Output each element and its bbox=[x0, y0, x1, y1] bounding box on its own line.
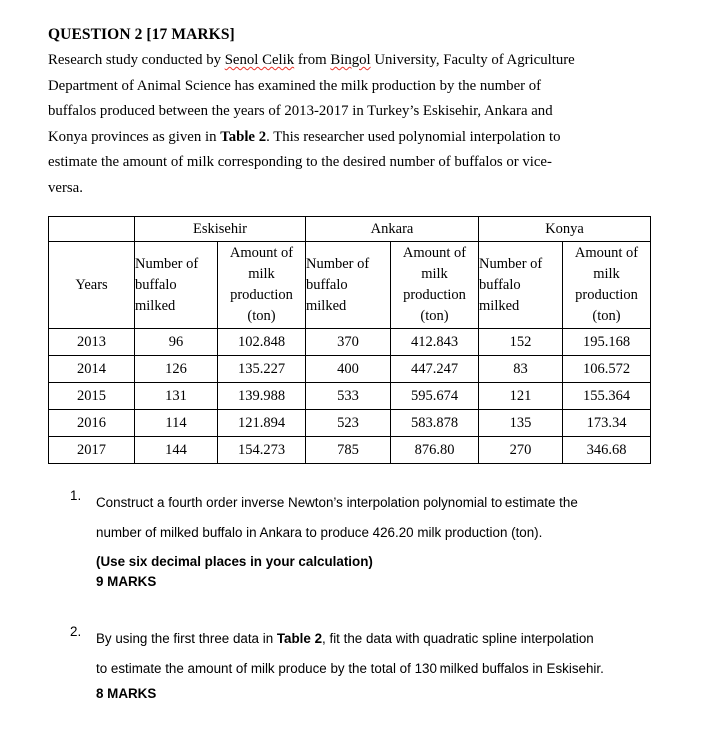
question-1-line-1: Construct a fourth order inverse Newton’s interpolation polynomial to estimate the bbox=[96, 495, 578, 510]
subheader-line: milk bbox=[248, 266, 275, 282]
question-1-marks: 9 MARKS bbox=[96, 574, 157, 589]
cell-ankara-count: 400 bbox=[306, 356, 391, 383]
table-row bbox=[49, 410, 651, 437]
intro-line-1-part-b: from bbox=[294, 52, 331, 68]
intro-line-3: buffalos produced between the years of 2013-2017 in Turkey’s Eskisehir, Ankara and bbox=[48, 103, 553, 119]
cell-konya-amount: 195.168 bbox=[563, 329, 651, 356]
cell-year: 2016 bbox=[49, 410, 135, 437]
question-2-marks: 8 MARKS bbox=[96, 686, 157, 701]
cell-eskisehir-count: 114 bbox=[135, 410, 218, 437]
intro-line-1-part-a: Research study conducted by bbox=[48, 52, 225, 68]
question-number-2: 2. bbox=[70, 624, 82, 639]
question-2-line-2: to estimate the amount of milk produce by the total of 130 milked buffalos in Eskisehir. bbox=[96, 661, 604, 676]
question-list bbox=[48, 488, 673, 704]
table-header-konya-amount bbox=[563, 242, 651, 329]
table-header-eskisehir: Eskisehir bbox=[135, 217, 306, 242]
cell-eskisehir-count: 96 bbox=[135, 329, 218, 356]
intro-line-5: estimate the amount of milk corresponding to the desired number of buffalos or vice- bbox=[48, 154, 552, 170]
cell-eskisehir-amount: 139.988 bbox=[218, 383, 306, 410]
subheader-line: production bbox=[403, 287, 466, 303]
cell-konya-count: 135 bbox=[479, 410, 563, 437]
question-2-line-1-part-c: , fit the data with quadratic spline interpolation bbox=[322, 631, 594, 646]
table-header-eskisehir-amount bbox=[218, 242, 306, 329]
table-header-konya-count bbox=[479, 242, 563, 329]
question-2-line-1-part-a: By using the first three data in bbox=[96, 631, 277, 646]
table-body bbox=[49, 329, 651, 464]
question-item-2 bbox=[48, 624, 673, 704]
cell-konya-amount: 155.364 bbox=[563, 383, 651, 410]
cell-ankara-amount: 876.80 bbox=[391, 437, 479, 464]
subheader-line: (ton) bbox=[592, 308, 621, 324]
cell-konya-amount: 173.34 bbox=[563, 410, 651, 437]
cell-konya-amount: 106.572 bbox=[563, 356, 651, 383]
subheader-line: buffalo bbox=[306, 276, 348, 293]
cell-ankara-amount: 595.674 bbox=[391, 383, 479, 410]
intro-line-1 bbox=[48, 48, 650, 74]
cell-eskisehir-amount: 154.273 bbox=[218, 437, 306, 464]
subheader-line: Amount of bbox=[229, 245, 294, 261]
table-header-konya: Konya bbox=[479, 217, 651, 242]
cell-year: 2015 bbox=[49, 383, 135, 410]
cell-year: 2017 bbox=[49, 437, 135, 464]
spellcheck-bingol: Bingol bbox=[330, 52, 371, 68]
question-1-note: (Use six decimal places in your calculation) bbox=[96, 554, 373, 569]
table-corner-blank bbox=[49, 217, 135, 242]
question-item-1 bbox=[48, 488, 673, 592]
table-row bbox=[49, 356, 651, 383]
cell-konya-count: 152 bbox=[479, 329, 563, 356]
spellcheck-senol-celik: Senol Celik bbox=[224, 52, 295, 68]
subheader-line: Amount of bbox=[402, 245, 467, 261]
cell-konya-count: 270 bbox=[479, 437, 563, 464]
subheader-line: buffalo bbox=[135, 276, 177, 293]
intro-line-1-part-c: University, Faculty of Agriculture bbox=[370, 52, 575, 68]
question-number-1: 1. bbox=[70, 488, 82, 503]
subheader-line: Amount of bbox=[574, 245, 639, 261]
subheader-line: (ton) bbox=[420, 308, 449, 324]
subheader-line: milked bbox=[306, 297, 347, 314]
subheader-line: milk bbox=[421, 266, 448, 282]
cell-eskisehir-amount: 135.227 bbox=[218, 356, 306, 383]
table-header-ankara-count bbox=[306, 242, 391, 329]
subheader-line: milked bbox=[479, 297, 520, 314]
table-header-ankara: Ankara bbox=[306, 217, 479, 242]
table-reference-2: Table 2 bbox=[276, 631, 323, 646]
subheader-line: milk bbox=[593, 266, 620, 282]
question-2-body bbox=[96, 624, 673, 684]
intro-line-4-part-c: . This researcher used polynomial interpolation to bbox=[266, 128, 561, 145]
subheader-line: Number of bbox=[135, 255, 199, 272]
subheader-line: Number of bbox=[306, 255, 370, 272]
cell-konya-amount: 346.68 bbox=[563, 437, 651, 464]
table-row bbox=[49, 437, 651, 464]
cell-ankara-amount: 412.843 bbox=[391, 329, 479, 356]
question-1-line-2: number of milked buffalo in Ankara to produce 426.20 milk production (ton). bbox=[96, 525, 543, 540]
cell-eskisehir-amount: 102.848 bbox=[218, 329, 306, 356]
subheader-line: (ton) bbox=[247, 308, 276, 324]
cell-ankara-count: 785 bbox=[306, 437, 391, 464]
table-row bbox=[49, 329, 651, 356]
table-header-provinces bbox=[49, 217, 651, 242]
cell-ankara-count: 370 bbox=[306, 329, 391, 356]
page-title: QUESTION 2 [17 MARKS] bbox=[48, 26, 235, 43]
table-row bbox=[49, 383, 651, 410]
cell-konya-count: 83 bbox=[479, 356, 563, 383]
cell-year: 2013 bbox=[49, 329, 135, 356]
cell-eskisehir-count: 144 bbox=[135, 437, 218, 464]
table-header-eskisehir-count bbox=[135, 242, 218, 329]
cell-ankara-count: 523 bbox=[306, 410, 391, 437]
cell-eskisehir-amount: 121.894 bbox=[218, 410, 306, 437]
cell-eskisehir-count: 126 bbox=[135, 356, 218, 383]
subheader-line: Number of bbox=[479, 255, 543, 272]
subheader-line: buffalo bbox=[479, 276, 521, 293]
intro-paragraph bbox=[48, 48, 650, 201]
cell-konya-count: 121 bbox=[479, 383, 563, 410]
cell-ankara-amount: 583.878 bbox=[391, 410, 479, 437]
cell-eskisehir-count: 131 bbox=[135, 383, 218, 410]
intro-line-6: versa. bbox=[48, 179, 83, 196]
intro-line-2: Department of Animal Science has examined the milk production by the number of bbox=[48, 77, 542, 94]
intro-line-4 bbox=[48, 125, 650, 151]
table-header-years: Years bbox=[49, 242, 135, 329]
intro-line-4-part-a: Konya provinces as given in bbox=[48, 128, 221, 145]
subheader-line: production bbox=[575, 287, 638, 303]
subheader-line: production bbox=[230, 287, 293, 303]
milk-production-table bbox=[48, 216, 651, 464]
question-2-line-1 bbox=[96, 624, 673, 654]
table-header-ankara-amount bbox=[391, 242, 479, 329]
cell-year: 2014 bbox=[49, 356, 135, 383]
table-header-subcolumns bbox=[49, 242, 651, 329]
cell-ankara-count: 533 bbox=[306, 383, 391, 410]
question-1-body bbox=[96, 488, 673, 548]
subheader-line: milked bbox=[135, 297, 176, 314]
table-reference-1: Table 2 bbox=[220, 128, 267, 145]
cell-ankara-amount: 447.247 bbox=[391, 356, 479, 383]
